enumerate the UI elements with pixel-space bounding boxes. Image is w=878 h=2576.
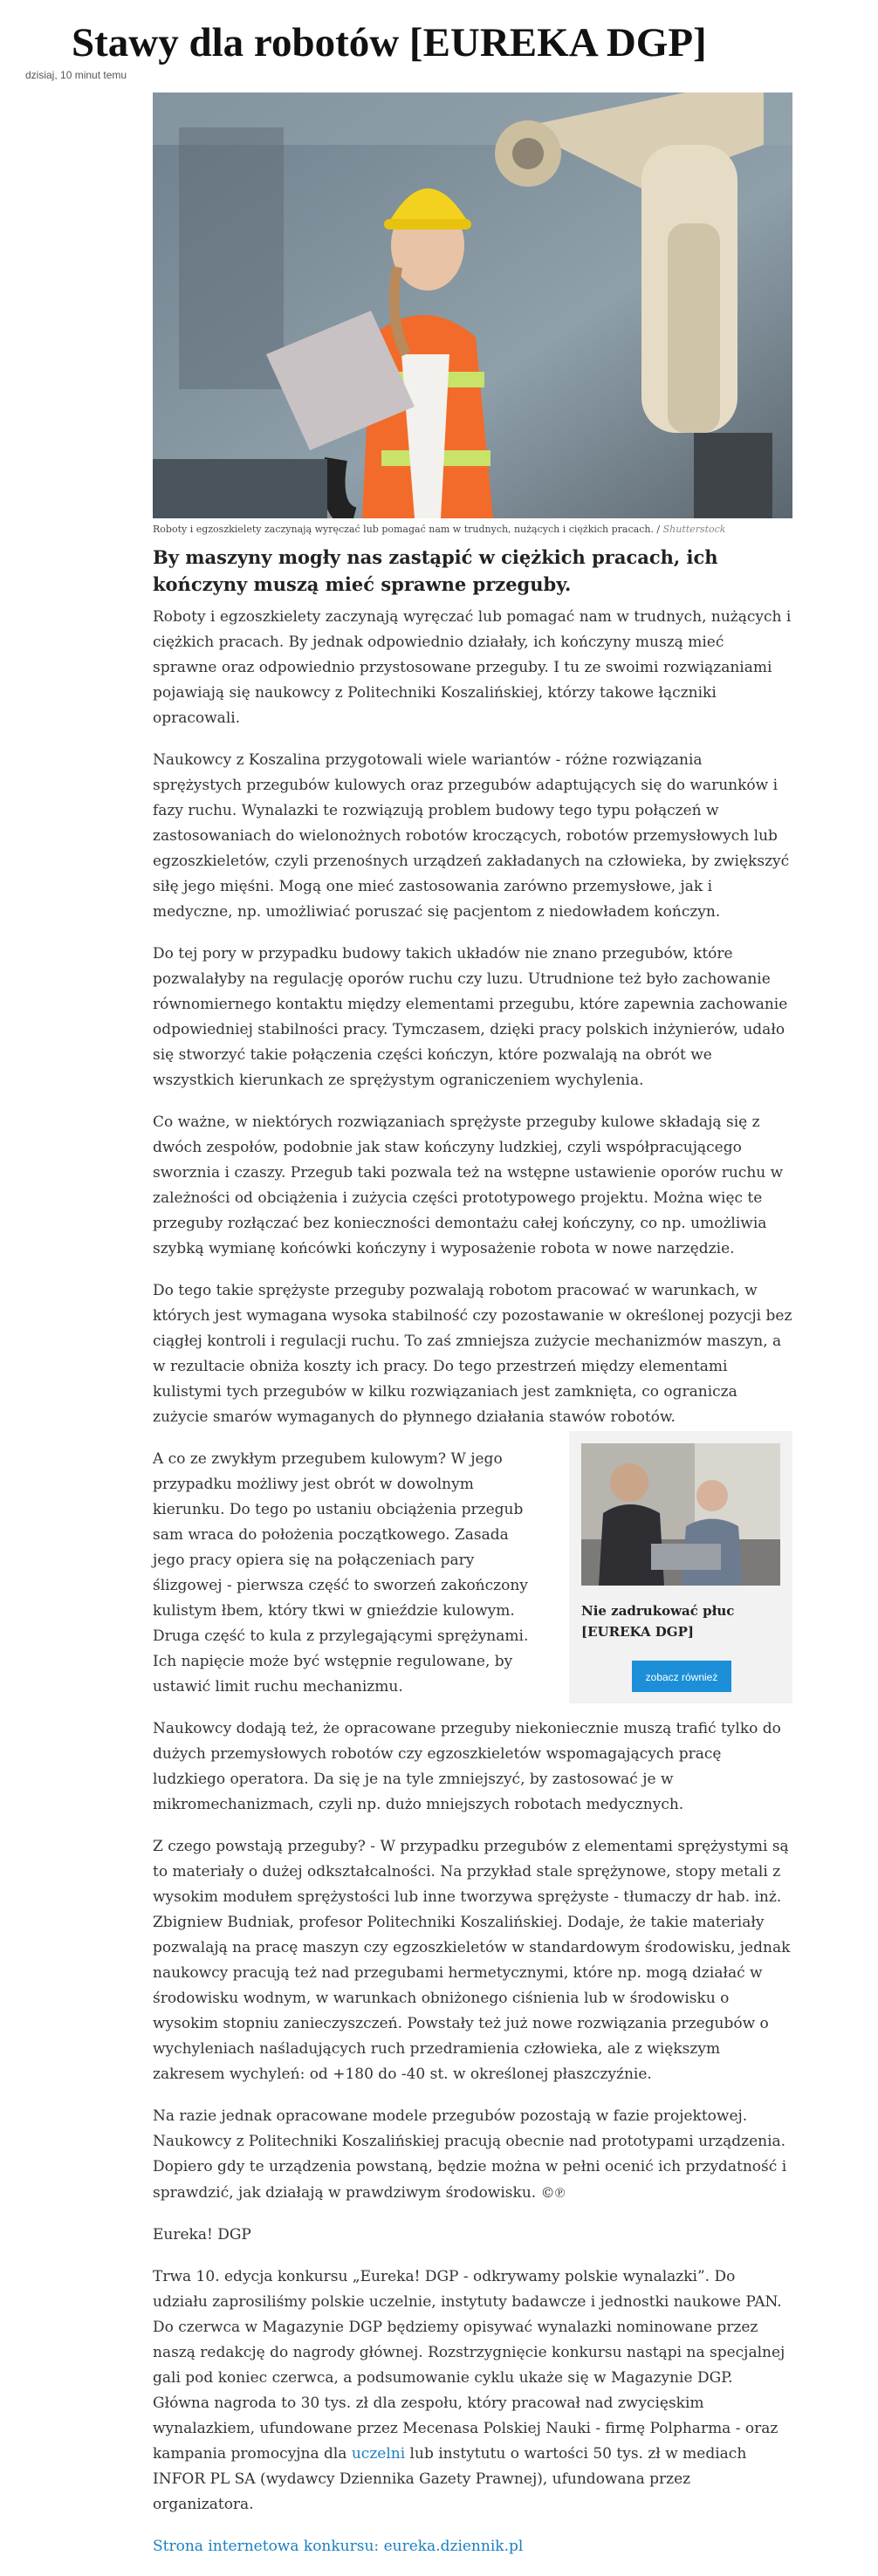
article-title: Stawy dla robotów [EUREKA DGP] <box>72 20 707 65</box>
related-article-image[interactable] <box>581 1443 780 1586</box>
image-caption: Roboty i egzoszkielety zaczynają wyręczać lub pomagać nam w trudnych, nużących i ciężkich pracach. / Shutterstock <box>153 524 726 535</box>
paragraph: Do tej pory w przypadku budowy takich układów nie znano przegubów, które pozwalałyby na regulację oporów ruchu czy luzu. Utrudnione też było zachowanie równomiernego kontaktu między elementami przegubu, które zapewnia zachowanie odpowiedniej stabilności pracy. Tymczasem, dzięki pracy polskich inżynierów, udało się stworzyć takie połączenia części kończyn, które pozwalają na obrót we wszystkich kierunkach ze sprężystym ograniczeniem wychylenia. <box>153 945 788 1089</box>
image-source: Shutterstock <box>662 524 726 535</box>
paragraph: Naukowcy dodają też, że opracowane przeguby niekoniecznie muszą trafić tylko do dużych przemysłowych robotów czy egzoszkieletów wspomagających pracę ludzkiego operatora. Da się je na tyle zmniejszyć, by zastosować je w mikromechanizmach, czyli np. dużo mniejszych robotach medycznych. <box>153 1720 781 1813</box>
article-lead: By maszyny mogły nas zastąpić w ciężkich pracach, ich kończyny muszą mieć sprawne przeguby. <box>153 546 718 595</box>
contest-text: lub instytutu o wartości 50 tys. zł w mediach INFOR PL SA (wydawcy Dziennika Gazety Prawnej), ufundowana przez organizatora. <box>153 2445 747 2513</box>
paragraph: Roboty i egzoszkielety zaczynają wyręczać lub pomagać nam w trudnych, nużących i ciężkich pracach. By jednak odpowiednio działały, ich kończyny muszą mieć sprawne oraz odpowiednio przystosowane przeguby. I tu ze swoimi rozwiązaniami pojawiają się naukowcy z Politechniki Koszalińskiej, którzy takowe łączniki opracowali. <box>153 608 792 727</box>
related-article-title[interactable]: Nie zadrukować płuc [EUREKA DGP] <box>581 1603 735 1640</box>
paragraph <box>153 2104 792 2206</box>
section-label: Eureka! DGP <box>153 2226 251 2244</box>
contest-text: Trwa 10. edycja konkursu „Eureka! DGP - odkrywamy polskie wynalazki”. Do udziału zaprosiliśmy polskie uczelnie, instytuty badawcze i jednostki naukowe PAN. Do czerwca w Magazynie DGP będziemy opisywać wynalazki nominowane przez naszą redakcję do nagrody głównej. Rozstrzygnięcie konkursu nastąpi na specjalnej gali pod koniec czerwca, a podsumowanie cyklu ukaże się w Magazynie DGP. Główna nagroda to 30 tys. zł dla zespołu, który pracował nad zwycięskim wynalazkiem, ufundowane przez Mecenasa Polskiej Nauki - firmę Polpharma - oraz kampania promocyjna dla <box>153 2268 785 2463</box>
researchers-photo <box>581 1443 780 1586</box>
uczelni-link[interactable]: uczelni <box>351 2445 406 2463</box>
paragraph: Co ważne, w niektórych rozwiązaniach sprężyste przeguby kulowe składają się z dwóch zespołów, podobnie jak staw kończyny ludzkiej, czyli współpracującego sworznia i czaszy. Przegub taki pozwala też na wstępne ustawienie oporów ruchu w zależności od obciążenia i zużycia części prototypowego projektu. Można więc te przeguby rozłączać bez konieczności demontażu całej kończyny, co np. umożliwia szybką wymianę końcówki kończyny i wyposażenie robota w nowe narzędzie. <box>153 1113 784 1257</box>
paragraph: Z czego powstają przeguby? - W przypadku przegubów z elementami sprężystymi są to materiały o dużej odkształcalności. Na przykład stale sprężynowe, stopy metali z wysokim modułem sprężystości lub inne tworzywa sprężyste - tłumaczy dr hab. inż. Zbigniew Budniak, profesor Politechniki Koszalińskiej. Dodaje, że takie materiały pozwalają na pracę maszyn czy egzoszkieletów w standardowym środowisku, jednak naukowcy pracują też nad przegubami hermetycznymi, które np. mogą działać w środowisku wodnym, w warunkach obniżonego ciśnienia lub w środowisku o wysokim stopniu zanieczyszczeń. Powstały też już nowe rozwiązania przegubów o wychyleniach naśladujących ruch przedramienia człowieka, ale z większym zakresem wychyleń: od +180 do -40 st. w określonej płaszczyźnie. <box>153 1838 791 2083</box>
see-also-button[interactable]: zobacz również <box>632 1661 731 1692</box>
paragraph-text: Na razie jednak opracowane modele przegubów pozostają w fazie projektowej. Naukowcy z Politechniki Koszalińskiej pracują obecnie nad prototypami urządzenia. Dopiero gdy te urządzenia powstaną, będzie można w pełni ocenić ich przydatność i sprawdzić, jak działają w prawdziwym środowisku. <box>153 2107 787 2202</box>
hero-image <box>153 92 792 518</box>
copyright-icon: ©℗ <box>540 2184 566 2201</box>
contest-paragraph <box>153 2264 792 2518</box>
paragraph: Naukowcy z Koszalina przygotowali wiele wariantów - różne rozwiązania sprężystych przegubów kulowych oraz przegubów adaptujących się do warunków i fazy ruchu. Wynalazki te rozwiązują problem budowy tego typu połączeń w zastosowaniach do wielonożnych robotów kroczących, robotów przemysłowych lub egzoszkieletów, czyli przenośnych urządzeń zakładanych na człowieka, by zwiększyć siłę jego mięśni. Mogą one mieć zastosowania zarówno przemysłowe, jak i medyczne, np. umożliwiać poruszać się pacjentom z niedowładem kończyn. <box>153 751 790 921</box>
caption-text: Roboty i egzoszkielety zaczynają wyręczać lub pomagać nam w trudnych, nużących i ciężkich pracach. <box>153 524 654 535</box>
paragraph: A co ze zwykłym przegubem kulowym? W jego przypadku możliwy jest obrót w dowolnym kierunku. Do tego po ustaniu obciążenia przegub sam wraca do położenia początkowego. Zasada jego pracy opiera się na połączeniach pary ślizgowej - pierwsza część to sworzeń zakończony kulistym łbem, który tkwi w gnieździe kulowym. Druga część to kula z przylegającymi sprężynami. Ich napięcie może być wstępnie regulowane, by ustawić limit ruchu mechanizmu. <box>153 1450 529 1696</box>
factory-worker-robot-illustration <box>153 92 792 518</box>
contest-website-link[interactable]: Strona internetowa konkursu: eureka.dziennik.pl <box>153 2538 524 2555</box>
related-article-box[interactable] <box>569 1431 792 1703</box>
paragraph: Do tego takie sprężyste przeguby pozwalają robotom pracować w warunkach, w których jest wymagana wysoka stabilność czy pozostawanie w określonej pozycji bez ciągłej kontroli i regulacji ruchu. To zaś zmniejsza zużycie mechanizmów maszyn, a w rezultacie obniża koszty ich pracy. Do tego przestrzeń między elementami kulistymi tych przegubów w kilku rozwiązaniach jest zamknięta, co ogranicza zużycie smarów wymaganych do płynnego działania stawów robotów. <box>153 1282 792 1426</box>
article-timestamp: dzisiaj, 10 minut temu <box>25 69 127 81</box>
